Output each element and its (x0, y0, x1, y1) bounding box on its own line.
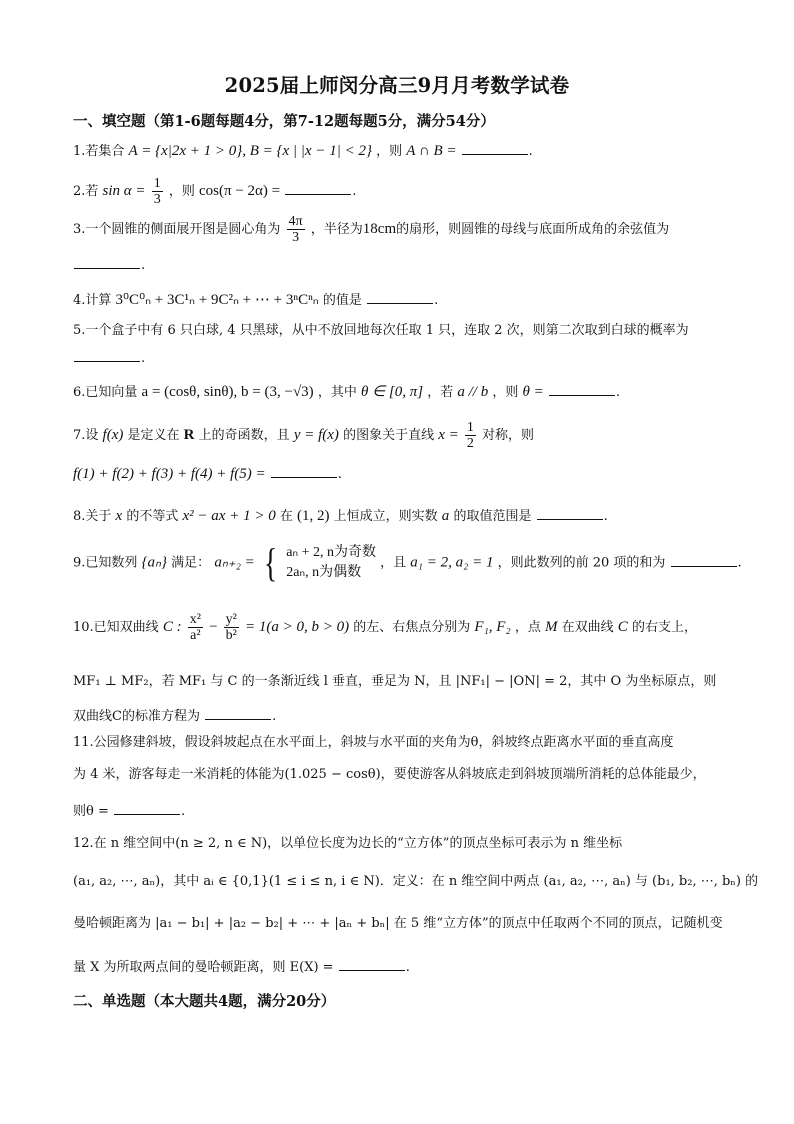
q10-frac-y-den: b² (225, 628, 237, 643)
q8-math-a: a (441, 508, 450, 524)
question-10-line2 (73, 674, 716, 690)
q9-math-seq: {aₙ} (141, 554, 168, 571)
q7-math-real: R (183, 427, 195, 443)
question-3-line2 (73, 256, 145, 274)
q7-frac-den: 2 (466, 436, 474, 451)
q3-frac-num: 4π (288, 214, 303, 229)
q10-period: . (272, 709, 277, 724)
q3-frac-den: 3 (292, 230, 300, 245)
q8-math-inequality: x² − ax + 1 > 0 (182, 508, 276, 524)
question-11-line3 (73, 802, 185, 820)
q3-text-d: 的扇形，则圆锥的母线与底面所成角的余弦值为 (396, 222, 670, 237)
q7-period: . (337, 467, 342, 482)
q7-text-a: 7.设 (73, 428, 99, 443)
question-6 (73, 383, 620, 401)
q11-period: . (181, 804, 186, 819)
q7-math-sum: f(1) + f(2) + f(3) + f(4) + f(5) = (73, 466, 266, 482)
question-9 (73, 540, 742, 585)
q3-answer-blank[interactable] (74, 256, 140, 269)
q8-period: . (603, 509, 608, 524)
question-3 (73, 214, 669, 245)
q9-text-h: ，则此数列的前 20 项的和为 (497, 555, 666, 571)
q5-period: . (141, 351, 146, 366)
question-5-line2 (73, 349, 145, 367)
q10-answer-blank[interactable] (205, 707, 271, 720)
question-10-line3 (73, 707, 276, 725)
q8-text-a: 8.关于 (73, 509, 112, 524)
question-11 (73, 735, 674, 751)
q2-text-c: ，则 (168, 184, 195, 199)
q11-answer-blank[interactable] (114, 802, 180, 815)
q6-period: . (615, 385, 621, 400)
q9-math-init: a₁ = 2, a₂ = 1 (410, 554, 494, 571)
q10-line2: MF₁ ⊥ MF₂，若 MF₁ 与 C 的一条渐近线 l 垂直，垂足为 N，且 |NF₁| − |ON| = 2，其中 O 为坐标原点，则 (73, 674, 717, 689)
question-7 (73, 420, 534, 451)
q6-math-vectors: a = (cosθ, sinθ), b = (3, −√3) (141, 384, 314, 400)
q10-math-M: M (544, 619, 558, 635)
question-8 (73, 507, 608, 525)
q9-text-a: 9.已知数列 (73, 555, 138, 571)
q8-text-c: 的不等式 (126, 509, 179, 524)
q8-answer-blank[interactable] (537, 507, 603, 520)
q2-period: . (352, 184, 357, 199)
q10-text-a: 10.已知双曲线 (73, 620, 159, 635)
q9-text-f: ，且 (380, 555, 407, 571)
question-12-line3 (73, 916, 723, 932)
question-1 (73, 142, 533, 160)
question-12-line2 (73, 874, 758, 890)
q3-period: . (141, 258, 146, 273)
q7-answer-blank[interactable] (271, 465, 337, 478)
question-7-line2 (73, 465, 342, 483)
q4-period: . (434, 293, 439, 308)
q10-frac-x-den: a² (190, 628, 201, 643)
q1-answer-blank[interactable] (462, 142, 528, 155)
q1-math-sets: A = {x|2x + 1 > 0}, B = {x | |x − 1| < 2} (128, 143, 372, 159)
q12-period: . (405, 960, 410, 975)
q2-frac-num: 1 (153, 176, 161, 191)
q8-math-x: x (115, 508, 123, 524)
q9-cases (286, 543, 376, 583)
q11-line1: 11.公园修建斜坡，假设斜坡起点在水平面上，斜坡与水平面的夹角为θ，斜坡终点距离水平面的垂直高度 (73, 735, 674, 750)
section-fill-blank-heading: 一、填空题（第1-6题每题4分，第7-12题每题5分，满分54分） (73, 113, 495, 130)
q9-text-c: 满足： (171, 555, 211, 571)
q7-math-x: x = (438, 427, 459, 443)
q7-text-h: 的图象关于直线 (343, 428, 435, 443)
q10-text-i: 的左、右焦点分别为 (353, 620, 471, 635)
question-12 (73, 836, 622, 852)
question-5 (73, 323, 689, 339)
q8-text-j: 的取值范围是 (453, 509, 532, 524)
question-10: 10.已知双曲线 C : $\frac{\text{x²}}{\text{a²}}$ − $\frac{\text{y²}}{\text{b²}}$ = 1(a > 0, b > 0) 的左、右焦点分别为 F₁, F₂ ，点 M 在双曲线 C 的右支上， (73, 612, 697, 643)
q7-text-j: 对称，则 (482, 428, 535, 443)
q9-case-even: 2aₙ, n为偶数 (286, 565, 362, 580)
q4-answer-blank[interactable] (367, 291, 433, 304)
q7-fraction (465, 420, 476, 451)
q6-text-f: ，若 (427, 385, 454, 400)
q8-text-f: 在 (279, 509, 293, 524)
q10-math-C: C : (162, 619, 182, 635)
q12-line1: 12.在 n 维空间中(n ≥ 2, n ∈ N)，以单位长度为边长的“立方体”的顶点坐标可表示为 n 维坐标 (73, 836, 623, 851)
q7-math-y: y = f(x) (293, 427, 339, 443)
q6-text-h: ，则 (492, 385, 519, 400)
q10-frac-y (224, 612, 239, 643)
q10-frac-x-num: x² (189, 612, 201, 627)
q10-text-k: ，点 (514, 620, 541, 635)
q7-text-f: 上的奇函数，且 (198, 428, 290, 443)
exam-title: 2025届上师闵分高三9月月考数学试卷 (224, 74, 570, 97)
q12-answer-blank[interactable] (339, 958, 405, 971)
q2-math-sin: sin α = (102, 183, 146, 199)
q5-text-a: 5.一个盒子中有 6 只白球, 4 只黑球，从中不放回地每次任取 1 只，连取 2 次，则第二次取到白球的概率为 (73, 323, 689, 338)
q6-math-parallel: a // b (457, 384, 489, 400)
q10-frac-x (188, 612, 203, 643)
q6-math-range: θ ∈ [0, π] (360, 384, 424, 400)
question-4 (73, 291, 438, 309)
q6-math-theta: θ = (522, 384, 544, 400)
q1-math-intersection: A ∩ B = (406, 143, 457, 159)
q4-text-a: 4.计算 (73, 293, 112, 308)
q9-brace: { (263, 540, 278, 585)
q8-text-h: 上恒成立，则实数 (333, 509, 438, 524)
q10-math-eq: = 1(a > 0, b > 0) (245, 619, 350, 635)
q11-line2: 为 4 米，游客每走一米消耗的体能为(1.025 − cosθ)，要使游客从斜坡底走到斜坡顶端所消耗的总体能最少， (73, 767, 706, 782)
q1-text-c: ，则 (376, 144, 403, 159)
q10-math-foci: F₁, F₂ (474, 619, 511, 635)
question-12-line4 (73, 958, 410, 976)
q3-text-a: 3.一个圆锥的侧面展开图是圆心角为 (73, 222, 281, 237)
q1-period: . (528, 144, 533, 159)
q10-math-C2: C (617, 619, 628, 635)
q10-frac-y-num: y² (225, 612, 237, 627)
q12-line2: (a₁, a₂, ⋯, aₙ)，其中 aᵢ ∈ {0,1}(1 ≤ i ≤ n, i ∈ N)．定义：在 n 维空间中两点 (a₁, a₂, ⋯, aₙ) 与 (b₁, b₂, ⋯, bₙ) 的 (73, 874, 759, 889)
q11-line3: 则θ = (73, 804, 109, 819)
q1-text-a: 1.若集合 (73, 144, 125, 159)
q2-math-cos: cos(π − 2α) = (199, 183, 281, 199)
q2-fraction (152, 176, 163, 207)
q10-text-m: 在双曲线 (561, 620, 614, 635)
q8-math-interval: (1, 2) (297, 508, 330, 524)
q9-period: . (737, 555, 742, 571)
q2-text-a: 2.若 (73, 184, 99, 199)
q10-text-o: 的右支上， (631, 620, 697, 635)
q4-math-sum: 3⁰C⁰ₙ + 3C¹ₙ + 9C²ₙ + ⋯ + 3ⁿCⁿₙ (115, 292, 319, 308)
q9-math-recur: aₙ₊₂ = (214, 554, 255, 571)
q2-answer-blank[interactable] (285, 182, 351, 195)
q3-fraction (287, 214, 305, 245)
section-single-choice-heading: 二、单选题（本大题共4题，满分20分） (73, 993, 336, 1010)
q3-text-b: ，半径为 (310, 222, 363, 237)
q6-text-a: 6.已知向量 (73, 385, 138, 400)
q7-math-fx: f(x) (102, 427, 124, 443)
q2-frac-den: 3 (153, 192, 161, 207)
q12-line3: 曼哈顿距离为 |a₁ − b₁| + |a₂ − b₂| + ⋯ + |aₙ + bₙ| 在 5 维“立方体”的顶点中任取两个不同的顶点，记随机变 (73, 916, 723, 931)
q4-text-c: 的值是 (322, 293, 362, 308)
q6-text-c: ，其中 (317, 385, 357, 400)
q5-answer-blank[interactable] (74, 349, 140, 362)
q3-radius: 18cm (362, 221, 397, 237)
q9-case-odd: aₙ + 2, n为奇数 (286, 545, 376, 560)
q6-answer-blank[interactable] (549, 383, 615, 396)
q7-text-c: 是定义在 (127, 428, 180, 443)
q12-line4: 量 X 为所取两点间的曼哈顿距离，则 E(X) = (73, 960, 334, 975)
q7-frac-num: 1 (466, 420, 474, 435)
q9-answer-blank[interactable] (671, 554, 737, 567)
q10-line3: 双曲线C的标准方程为 (73, 709, 200, 724)
question-2 (73, 176, 356, 207)
question-11-line2 (73, 767, 706, 783)
